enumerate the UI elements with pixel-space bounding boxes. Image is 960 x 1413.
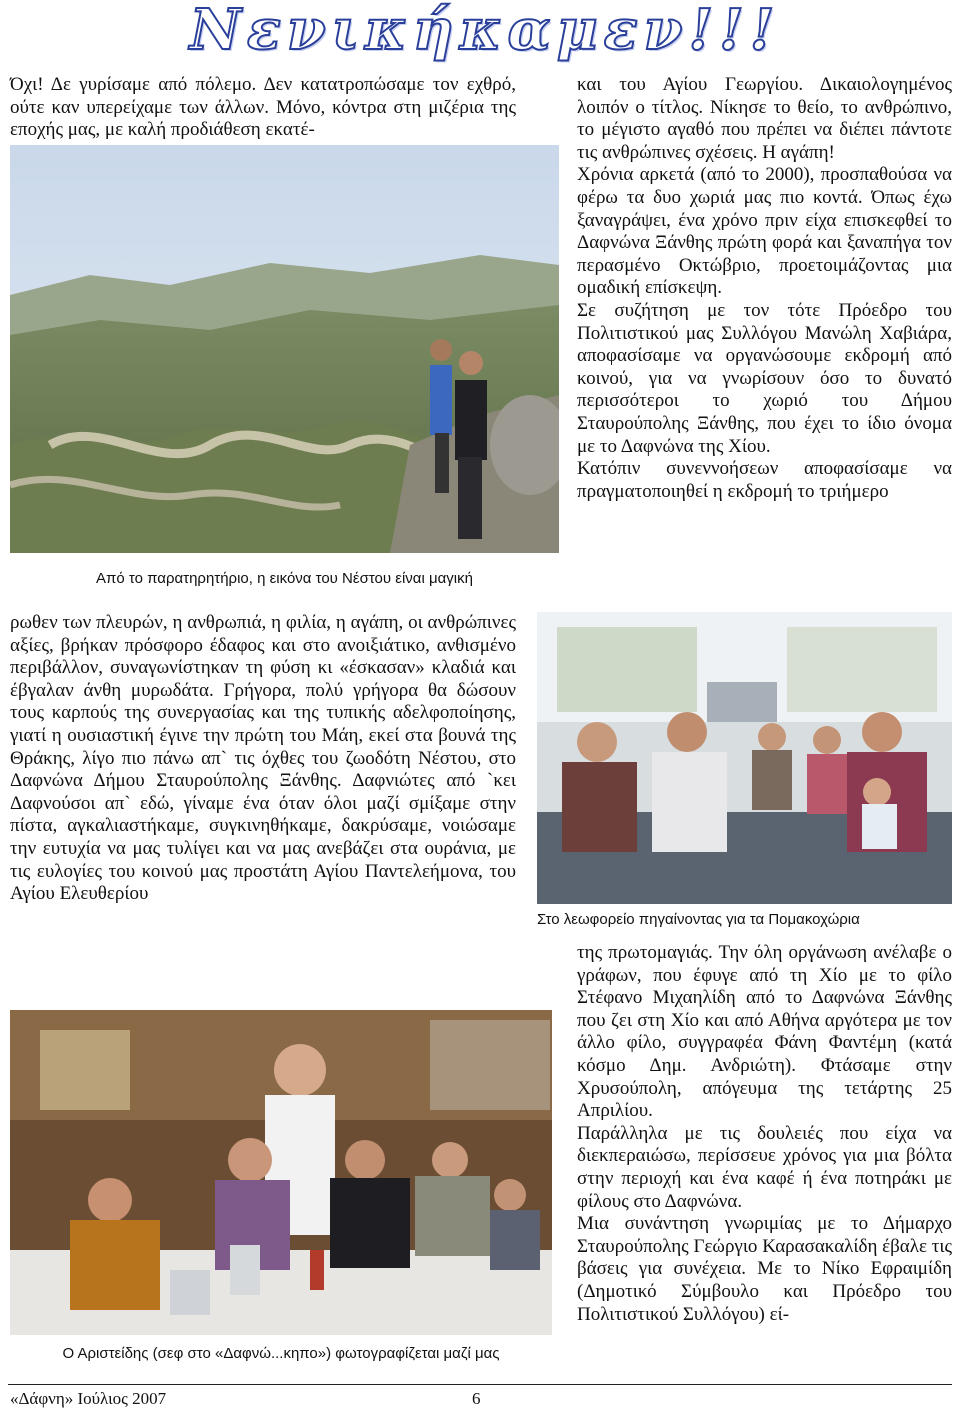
footer-rule (8, 1384, 952, 1385)
paragraph-1: και του Αγίου Γεωργίου. Δικαιολογημένος λοιπόν ο τίτλος. Νίκησε το θείο, το ανθρώπινο, το μέγιστο αγαθό που πρέπει να διέπει πάντοτε τις ανθρώπινες σχέσεις. Η αγάπη! (577, 74, 952, 163)
footer-publication: «Δάφνη» Ιούλιος 2007 (10, 1389, 167, 1408)
photo-lookout-caption: Από το παρατηρητήριο, η εικόνα του Νέστου είναι μαγική (96, 570, 473, 587)
paragraph-3: Σε συζήτηση με τον τότε Πρόεδρο του Πολιτιστικού μας Συλλόγου Μανώλη Χαβιάρα, αποφασίσαμε να οργανώσουμε εκδρομή από κοινού, για να γνωρίσουν όσο το δυνατό περισσότεροι το χωριό του Δήμου Σταυρούπολης Ξάνθης, που έχει το ίδιο όνομα με το Δαφνώνα της Χίου. (577, 299, 952, 457)
photo-bus-caption: Στο λεωφορείο πηγαίνοντας για τα Πομακοχώρια (537, 911, 860, 928)
photo-lookout (10, 145, 559, 553)
intro-paragraph: Όχι! Δε γυρίσαμε από πόλεμο. Δεν κατατροπώσαμε τον εχθρό, ούτε καν υπερείχαμε των άλλων. Μόνο, κόντρα στη μιζέρια της εποχής μας, με καλή προδιάθεση εκατέ- (10, 74, 516, 141)
body-paragraph: ρωθεν των πλευρών, η ανθρωπιά, η φιλία, η αγάπη, οι ανθρώπινες αξίες, βρήκαν πρόσφορο έδαφος και στο ανοιξιάτικο, ανθισμένο περιβάλλον, συναγωνίστηκαν τη φύση κι «έσκασαν» κλαδιά και έβγαλαν άνθη μυρωδάτα. Γρήγορα, πολύ γρήγορα θα δώσουν τους καρπούς της συνεργασίας και της τυπικής αδελφοποίησης, γιατί η ουσιαστική έγινε την πρώτη του Μάη, εκεί στα βουνά της Θράκης, λίγο πιο πάνω απ` τις όχθες του ζωοδότη Νέστου, στο Δαφνώνα Δήμου Σταυρούπολης Ξάνθης. Δαφνιώτες από `κει Δαφνούσοι απ` εδώ, γίναμε ένα όταν όλοι μαζί σμίξαμε στην πίστα, αγκαλιαστήκαμε, συγκινηθήκαμε, δακρύσαμε, νοιώσαμε την ευτυχία να μας τυλίγει και να μας ανεβάζει στα ουράνια, με τις ευλογίες του κοινού μας προστάτη Αγίου Παντελεήμονα, του Αγίου Ελευθερίου (10, 612, 516, 905)
right-column-top (577, 74, 952, 503)
paragraph-5: της πρωτομαγιάς. Την όλη οργάνωση ανέλαβε ο γράφων, που έφυγε από τη Χίο με το φίλο Στέφανο Μιχαηλίδη από το Δαφνώνα Ξάνθης που ζει στη Χίο και από Αθήνα αργότερα με τον άλλο φίλο, συγγραφέα Φάνη Φαντέμη (κατά κόσμο Δημ. Ανδριώτη). Φτάσαμε στην Χρυσούπολη, απόγευμα της τετάρτης 25 Απριλίου. (577, 942, 952, 1122)
right-column-bottom (577, 942, 952, 1326)
paragraph-6: Παράλληλα με τις δουλειές που είχα να διεκπεραιώσω, περίσσευε χρόνος για μια βόλτα στην περιοχή και ένα καφέ ή ένα ποτηράκι με φίλους στο Δαφνώνα. (577, 1122, 952, 1212)
page-title: Νενικήκαμεν!!! (189, 0, 781, 63)
page-number: 6 (472, 1389, 481, 1408)
photo-bus (537, 612, 952, 904)
paragraph-2: Χρόνια αρκετά (από το 2000), προσπαθούσα να φέρω τα δυο χωριά μας πιο κοντά. Όπως έχω ξαναγράψει, ένα χρόνο πριν είχα επισκεφθεί το Δαφνώνα Ξάνθης πρώτη φορά και ξαναπήγα τον περασμένο Οκτώβριο, προετοιμάζοντας μια ομαδική επίσκεψη. (577, 164, 952, 299)
photo-restaurant-caption: Ο Αριστείδης (σεφ στο «Δαφνώ...κηπο») φωτογραφίζεται μαζί μας (62, 1345, 500, 1362)
paragraph-7: Μια συνάντηση γνωριμίας με το Δήμαρχο Σταυρούπολης Γεώργιο Καρασακαλίδη έβαλε τις βάσεις για συνέχεια. Με το Νίκο Εφραιμίδη (Δημοτικό Σύμβουλο και Πρόεδρο του Πολιτιστικού Συλλόγου) εί- (577, 1213, 952, 1325)
photo-restaurant (10, 1010, 552, 1335)
paragraph-4: Κατόπιν συνεννοήσεων αποφασίσαμε να πραγματοποιηθεί η εκδρομή το τριήμερο (577, 458, 952, 502)
